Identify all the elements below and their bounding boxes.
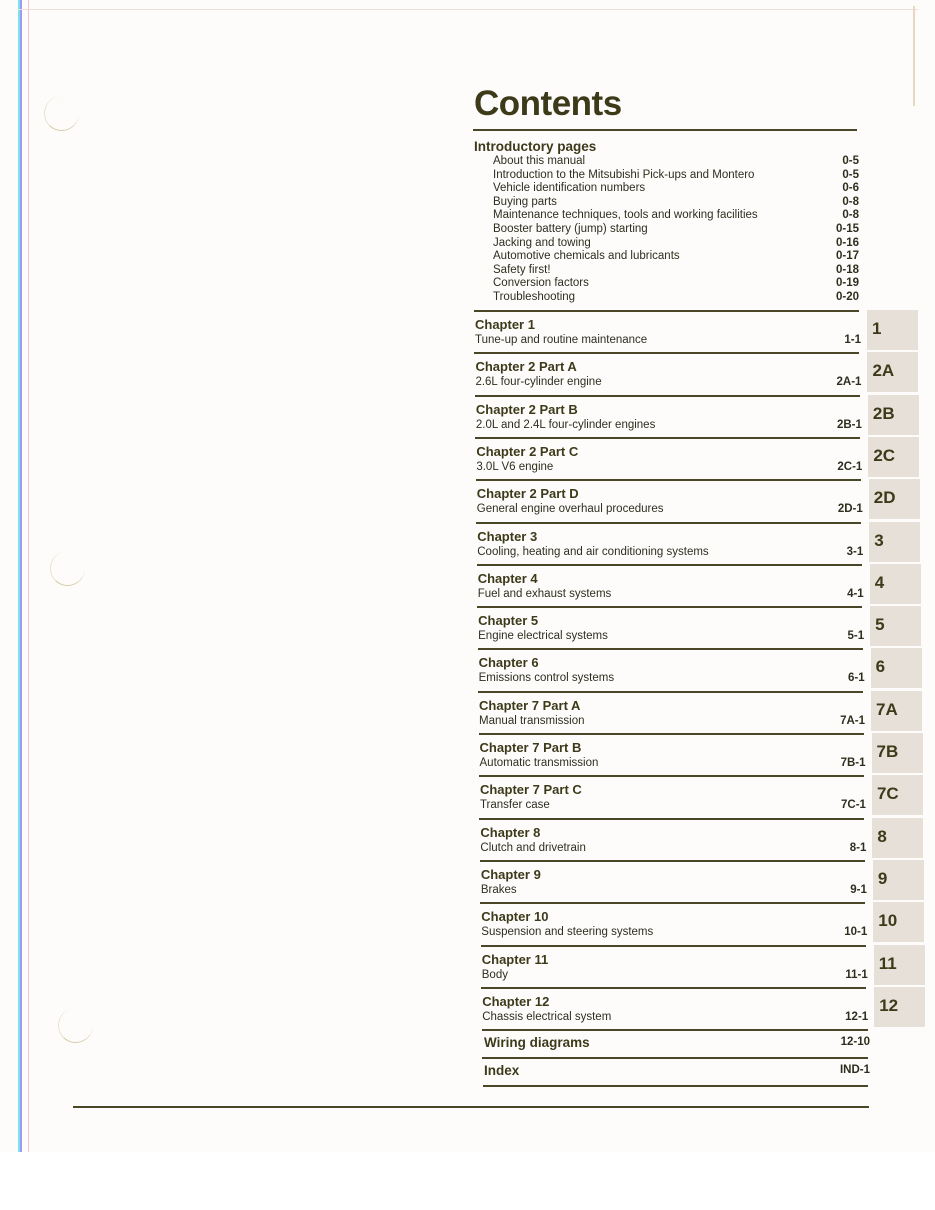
chapter-subtitle: Automatic transmission bbox=[479, 757, 599, 769]
chapter-tab[interactable] bbox=[871, 691, 922, 731]
chapter-subtitle: Body bbox=[481, 968, 508, 981]
paper-right-edge bbox=[913, 6, 915, 106]
chapter-tab-label: 7B bbox=[876, 742, 899, 761]
intro-item-page: 0-20 bbox=[835, 291, 859, 303]
intro-item[interactable] bbox=[493, 290, 859, 304]
chapter-page: 7C-1 bbox=[841, 799, 866, 812]
chapter-page: 2B-1 bbox=[836, 418, 862, 431]
chapter-page: 11-1 bbox=[845, 968, 868, 981]
chapter-tab[interactable] bbox=[872, 818, 923, 858]
chapter-page: 9-1 bbox=[850, 883, 867, 896]
chapter-row[interactable] bbox=[480, 820, 866, 860]
chapter-subtitle: Brakes bbox=[480, 883, 517, 896]
chapter-title: Chapter 11 bbox=[481, 951, 549, 967]
chapter-page: 4-1 bbox=[847, 587, 864, 600]
chapter-subtitle: 2.6L four-cylinder engine bbox=[475, 376, 602, 389]
chapter-tab[interactable] bbox=[873, 902, 924, 942]
chapter-tab-label: 1 bbox=[872, 319, 882, 338]
chapter-title: Chapter 2 Part B bbox=[475, 401, 578, 417]
chapter-tab[interactable] bbox=[874, 987, 925, 1027]
chapter-row[interactable] bbox=[482, 989, 868, 1029]
intro-item[interactable] bbox=[493, 181, 859, 195]
chapter-title: Chapter 5 bbox=[478, 613, 539, 629]
chapter-row[interactable] bbox=[478, 608, 864, 648]
chapter-tab[interactable] bbox=[870, 564, 921, 604]
chapter-tab-label: 8 bbox=[877, 826, 887, 846]
chapter-row[interactable] bbox=[477, 524, 863, 564]
chapter-title: Chapter 9 bbox=[480, 866, 541, 882]
intro-item[interactable] bbox=[493, 236, 859, 250]
chapter-title: Chapter 7 Part A bbox=[479, 697, 581, 713]
chapter-page: 7A-1 bbox=[840, 714, 866, 727]
chapter-tab-label: 2D bbox=[873, 488, 896, 508]
chapter-title: Chapter 1 bbox=[475, 317, 535, 332]
chapter-tab-label: 2C bbox=[873, 445, 896, 465]
intro-item-label: Maintenance techniques, tools and working facilities bbox=[493, 209, 758, 222]
chapter-row[interactable] bbox=[477, 481, 863, 521]
extra-page: IND-1 bbox=[839, 1064, 870, 1077]
chapter-tab[interactable] bbox=[869, 479, 920, 519]
chapter-title: Chapter 2 Part D bbox=[476, 486, 579, 502]
chapter-tab-label: 9 bbox=[877, 868, 888, 888]
chapter-tab[interactable] bbox=[873, 860, 924, 900]
binder-hole-icon bbox=[50, 551, 85, 586]
chapter-title: Chapter 10 bbox=[481, 909, 549, 925]
chapter-tab-label: 10 bbox=[878, 911, 898, 931]
intro-item[interactable] bbox=[493, 249, 859, 263]
chapter-page: 5-1 bbox=[847, 630, 865, 643]
chapter-title: Chapter 8 bbox=[480, 824, 541, 840]
scan-edge-line bbox=[20, 0, 22, 1152]
chapter-row[interactable] bbox=[482, 947, 868, 987]
chapter-tab-label: 5 bbox=[875, 615, 885, 635]
chapter-row[interactable] bbox=[481, 862, 867, 902]
intro-item-page: 0-18 bbox=[835, 263, 859, 276]
intro-item-page: 0-15 bbox=[835, 223, 859, 235]
chapter-subtitle: Cooling, heating and air conditioning systems bbox=[477, 545, 709, 558]
chapter-subtitle: Clutch and drivetrain bbox=[480, 841, 586, 854]
intro-item-label: Conversion factors bbox=[493, 277, 589, 290]
intro-item[interactable] bbox=[493, 168, 859, 182]
chapter-subtitle: Transfer case bbox=[479, 799, 550, 812]
chapter-tab-label: 7C bbox=[876, 784, 899, 804]
chapter-subtitle: Fuel and exhaust systems bbox=[477, 587, 612, 600]
chapter-tab-label: 2B bbox=[872, 403, 895, 423]
intro-item-label: Automotive chemicals and lubricants bbox=[493, 250, 680, 263]
chapter-tab[interactable] bbox=[872, 733, 923, 773]
intro-item-page: 0-8 bbox=[842, 209, 859, 222]
chapter-subtitle: Chassis electrical system bbox=[482, 1010, 612, 1023]
binder-hole-icon bbox=[58, 1008, 93, 1043]
chapter-tab-label: 7A bbox=[876, 699, 898, 719]
chapter-tab[interactable] bbox=[874, 945, 925, 985]
chapter-subtitle: Emissions control systems bbox=[478, 672, 615, 685]
chapter-page: 6-1 bbox=[847, 672, 865, 685]
intro-item-page: 0-16 bbox=[835, 236, 859, 249]
section-rule bbox=[482, 1029, 868, 1031]
chapter-subtitle: 2.0L and 2.4L four-cylinder engines bbox=[475, 418, 656, 431]
chapter-title: Chapter 12 bbox=[482, 993, 550, 1009]
chapter-tab[interactable] bbox=[868, 437, 919, 477]
intro-item-page: 0-17 bbox=[835, 250, 859, 263]
intro-item[interactable] bbox=[493, 208, 859, 222]
intro-item-page: 0-8 bbox=[842, 195, 859, 208]
intro-item-label: Buying parts bbox=[493, 195, 557, 208]
scan-edge-line bbox=[28, 0, 29, 1152]
chapter-tab-label: 11 bbox=[878, 953, 897, 973]
chapter-subtitle: Tune-up and routine maintenance bbox=[475, 334, 648, 346]
chapter-subtitle: 3.0L V6 engine bbox=[476, 460, 554, 473]
chapter-page: 2C-1 bbox=[837, 460, 863, 473]
chapter-row[interactable] bbox=[476, 397, 862, 437]
chapter-tab-label: 3 bbox=[874, 530, 884, 550]
intro-item[interactable] bbox=[493, 276, 859, 290]
section-rule bbox=[483, 1085, 868, 1087]
chapter-page: 3-1 bbox=[846, 545, 864, 558]
page-title: Contents bbox=[474, 84, 622, 123]
bottom-rule bbox=[73, 1106, 869, 1108]
chapter-tab[interactable] bbox=[868, 395, 919, 435]
intro-item[interactable] bbox=[493, 154, 859, 168]
chapter-page: 2D-1 bbox=[837, 503, 863, 516]
chapter-page: 12-1 bbox=[845, 1010, 869, 1023]
chapter-tab-label: 4 bbox=[874, 572, 885, 592]
intro-heading: Introductory pages bbox=[474, 139, 597, 154]
chapter-title: Chapter 3 bbox=[477, 528, 538, 544]
extra-row[interactable] bbox=[484, 1060, 870, 1082]
chapter-subtitle: Manual transmission bbox=[479, 714, 585, 727]
chapter-subtitle: Suspension and steering systems bbox=[481, 926, 654, 939]
chapter-tab[interactable] bbox=[870, 606, 921, 646]
intro-item-label: Booster battery (jump) starting bbox=[493, 223, 648, 235]
intro-item-label: Safety first! bbox=[493, 263, 551, 276]
title-rule bbox=[473, 129, 857, 131]
intro-item[interactable] bbox=[493, 263, 859, 277]
chapter-tab-label: 2A bbox=[872, 361, 895, 381]
chapter-page: 1-1 bbox=[844, 334, 861, 346]
extra-title: Index bbox=[484, 1063, 520, 1079]
section-rule bbox=[482, 1057, 868, 1059]
intro-item-label: About this manual bbox=[493, 155, 586, 167]
intro-item-page: 0-5 bbox=[842, 155, 859, 167]
chapter-tab[interactable] bbox=[872, 775, 923, 815]
chapter-row[interactable] bbox=[480, 777, 866, 817]
chapter-page: 8-1 bbox=[849, 841, 867, 854]
chapter-tab[interactable] bbox=[867, 352, 918, 392]
chapter-tab-label: 12 bbox=[879, 995, 899, 1015]
binder-hole-icon bbox=[44, 96, 79, 131]
intro-item-label: Jacking and towing bbox=[493, 236, 591, 249]
intro-item-page: 0-19 bbox=[835, 277, 859, 290]
chapter-tab[interactable] bbox=[871, 648, 922, 688]
chapter-title: Chapter 7 Part C bbox=[479, 782, 582, 798]
chapter-row[interactable] bbox=[479, 650, 865, 690]
intro-item[interactable] bbox=[493, 195, 859, 209]
intro-item[interactable] bbox=[493, 222, 859, 236]
chapter-row[interactable] bbox=[476, 439, 862, 479]
chapter-page: 7B-1 bbox=[840, 757, 866, 769]
chapter-title: Chapter 7 Part B bbox=[479, 740, 582, 755]
chapter-tab[interactable] bbox=[867, 310, 918, 350]
chapter-row[interactable] bbox=[478, 566, 864, 606]
scan-top-edge bbox=[18, 9, 918, 10]
chapter-page: 2A-1 bbox=[836, 376, 862, 389]
extra-row[interactable] bbox=[484, 1032, 870, 1054]
chapter-tab-label: 6 bbox=[875, 657, 886, 677]
intro-item-page: 0-5 bbox=[842, 168, 859, 181]
chapter-row[interactable] bbox=[479, 693, 865, 733]
chapter-row[interactable] bbox=[475, 354, 861, 394]
intro-item-label: Vehicle identification numbers bbox=[493, 182, 646, 195]
chapter-row[interactable] bbox=[480, 735, 866, 775]
intro-item-label: Troubleshooting bbox=[493, 291, 576, 303]
extra-title: Wiring diagrams bbox=[484, 1035, 590, 1051]
intro-item-page: 0-6 bbox=[842, 182, 859, 195]
chapter-row[interactable] bbox=[475, 312, 861, 352]
chapter-subtitle: Engine electrical systems bbox=[478, 630, 608, 643]
chapter-title: Chapter 4 bbox=[477, 570, 538, 586]
chapter-row[interactable] bbox=[481, 904, 867, 944]
chapter-title: Chapter 6 bbox=[478, 655, 539, 671]
intro-item-label: Introduction to the Mitsubishi Pick-ups and Montero bbox=[493, 168, 755, 181]
chapter-tab[interactable] bbox=[869, 522, 920, 562]
chapter-page: 10-1 bbox=[844, 926, 868, 939]
chapter-title: Chapter 2 Part C bbox=[476, 443, 579, 459]
extra-page: 12-10 bbox=[840, 1036, 870, 1049]
chapter-subtitle: General engine overhaul procedures bbox=[476, 503, 664, 516]
chapter-title: Chapter 2 Part A bbox=[475, 359, 577, 375]
